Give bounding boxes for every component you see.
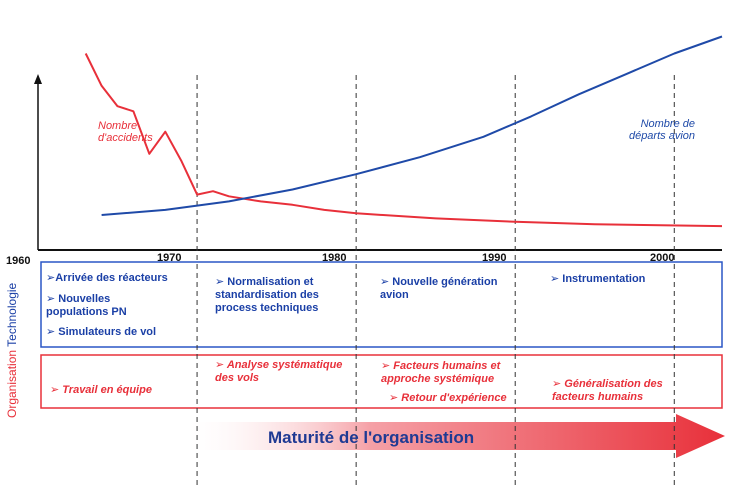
org-3-line-3: ➢ Retour d'expérience (389, 392, 507, 404)
org-col-3 (381, 360, 531, 405)
side-label-technologie: Technologie (5, 282, 19, 350)
year-tick-1980: 1980 (322, 252, 347, 264)
year-tick-1990: 1990 (482, 252, 507, 264)
tech-2-line-2: standardisation des (215, 289, 319, 301)
org-3-line-2: approche systémique (381, 373, 495, 385)
tech-1-line-2: ➢ Nouvelles (46, 293, 111, 305)
side-label-organisation: Organisation (5, 349, 19, 418)
tech-1-line-1: ➢Arrivée des réacteurs (46, 272, 168, 284)
org-col-1 (50, 384, 190, 397)
org-3-line-1: ➢ Facteurs humains et (381, 360, 501, 372)
tech-col-1 (46, 272, 196, 339)
org-4-line-1: ➢ Généralisation des (552, 378, 663, 390)
org-1-line-1: ➢ Travail en équipe (50, 384, 152, 396)
org-col-4 (552, 378, 702, 404)
year-tick-2000: 2000 (650, 252, 675, 264)
series-label-accidents: Nombre d'accidents (98, 120, 153, 144)
org-2-line-2: des vols (215, 372, 260, 384)
series-label-departs: Nombre de départs avion (628, 118, 695, 142)
tech-col-3 (380, 276, 520, 302)
tech-col-4 (550, 273, 690, 286)
tech-1-line-3: populations PN (46, 306, 127, 318)
org-col-2 (215, 359, 365, 385)
year-tick-1960: 1960 (6, 255, 31, 267)
tech-4-line-1: ➢ Instrumentation (550, 273, 646, 285)
tech-3-line-2: avion (380, 289, 409, 301)
org-2-line-1: ➢ Analyse systématique (215, 359, 343, 371)
y-axis-arrowhead (34, 74, 42, 84)
tech-1-line-4: ➢ Simulateurs de vol (46, 326, 157, 338)
org-4-line-2: facteurs humains (552, 391, 644, 403)
side-label (5, 268, 21, 418)
year-tick-1970: 1970 (157, 252, 182, 264)
tech-3-line-1: ➢ Nouvelle génération (380, 276, 498, 288)
tech-col-2 (215, 276, 355, 315)
tech-2-line-3: process techniques (215, 302, 319, 314)
tech-2-line-1: ➢ Normalisation et (215, 276, 314, 288)
maturity-label: Maturité de l'organisation (268, 428, 475, 447)
